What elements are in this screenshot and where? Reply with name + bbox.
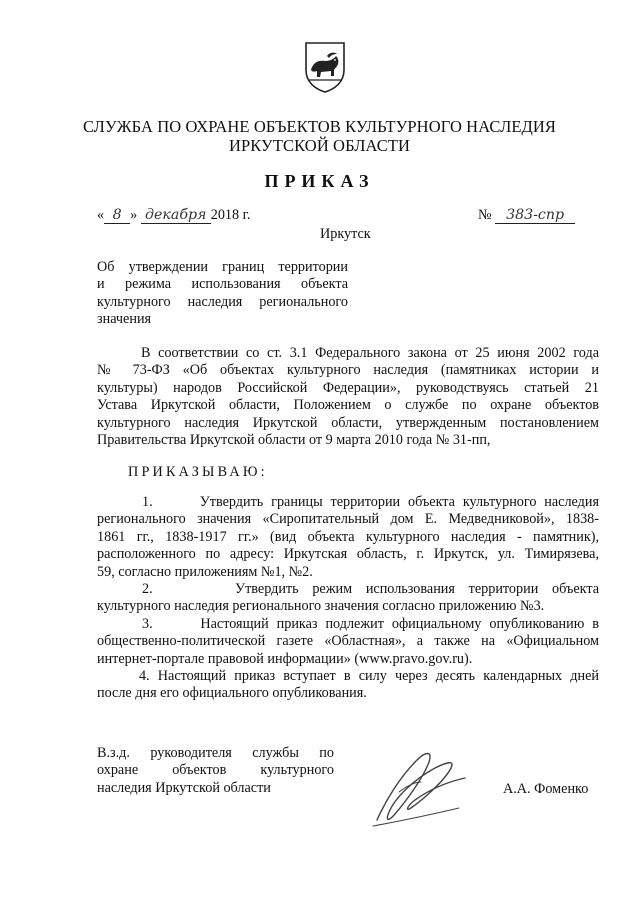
- item-line: 1861 гг., 1838-1917 гг.» (вид объекта культурного наследия - памятник),: [97, 528, 599, 545]
- date-month: декабря: [141, 208, 211, 224]
- order-number: [478, 207, 575, 224]
- preamble-line: культурного наследия Иркутской области, утвержденным постановлением: [97, 414, 599, 431]
- number-value: 383-спр: [495, 208, 575, 224]
- preamble-line: Правительства Иркутской области от 9 марта 2010 года № 31-пп,: [97, 432, 491, 449]
- order-items: [97, 494, 599, 703]
- signatory-position-line: В.з.д. руководителя службы по: [97, 745, 334, 761]
- item-line: регионального значения «Сиропитательный дом Е. Медведниковой», 1838-: [97, 511, 599, 528]
- signatory-position-line: охране объектов культурного: [97, 762, 334, 779]
- signatory-position: [97, 745, 334, 797]
- item-line: 2. Утвердить режим использования территории объекта: [142, 581, 599, 598]
- order-subject: [97, 259, 348, 328]
- signatory-position-line: наследия Иркутской области: [97, 779, 271, 796]
- item-line: 59, согласно приложениям №1, №2.: [97, 563, 313, 580]
- date-close-quote: »: [130, 207, 138, 223]
- preamble-line: № 73-ФЗ «Об объектах культурного наследия (памятниках истории и: [97, 362, 599, 379]
- number-sign: №: [478, 207, 492, 223]
- organization-name-line2: ИРКУТСКОЙ ОБЛАСТИ: [228, 136, 411, 155]
- date-open-quote: «: [97, 207, 105, 223]
- subject-line: значения: [97, 310, 152, 327]
- subject-line: Об утверждении границ территории: [97, 259, 348, 275]
- item-line: культурного наследия регионального значения согласно приложению №3.: [97, 598, 545, 615]
- item-line: общественно-политической газете «Областная», а также на «Официальном: [97, 633, 599, 650]
- handwritten-signature: [355, 742, 475, 832]
- preamble-line: культуры) народов Российской Федерации», руководствуясь статьей 21: [97, 379, 599, 396]
- preamble-line: В соответствии со ст. 3.1 Федерального закона от 25 июня 2002 года: [141, 345, 599, 361]
- subject-line: культурного наследия регионального: [97, 293, 348, 310]
- item-line: 1. Утвердить границы территории объекта культурного наследия: [142, 494, 599, 510]
- preamble-paragraph: [97, 345, 599, 449]
- subject-line: и режима использования объекта: [97, 276, 348, 293]
- item-line: интернет-портале правовой информации» (www.pravo.gov.ru).: [97, 650, 473, 667]
- item-line: расположенного по адресу: Иркутская область, г. Иркутск, ул. Тимирязева,: [97, 546, 599, 563]
- date-day: 8: [104, 208, 130, 224]
- preamble-line: Устава Иркутской области, Положением о службе по охране объектов: [97, 397, 599, 414]
- document-title: ПРИКАЗ: [264, 171, 375, 191]
- signatory-name: А.А. Фоменко: [503, 781, 589, 797]
- item-line: после дня его официального опубликования.: [97, 685, 367, 702]
- date-year: 2018 г.: [210, 207, 251, 223]
- order-directive-heading: ПРИКАЗЫВАЮ:: [128, 464, 268, 480]
- item-line: 3. Настоящий приказ подлежит официальному опубликованию в: [142, 615, 599, 632]
- coat-of-arms-emblem: [303, 40, 347, 94]
- organization-name-line1: СЛУЖБА ПО ОХРАНЕ ОБЪЕКТОВ КУЛЬТУРНОГО НАСЛЕДИЯ: [82, 117, 557, 136]
- city: Иркутск: [320, 226, 371, 242]
- order-date: [97, 207, 250, 224]
- item-line: 4. Настоящий приказ вступает в силу через десять календарных дней: [139, 668, 599, 685]
